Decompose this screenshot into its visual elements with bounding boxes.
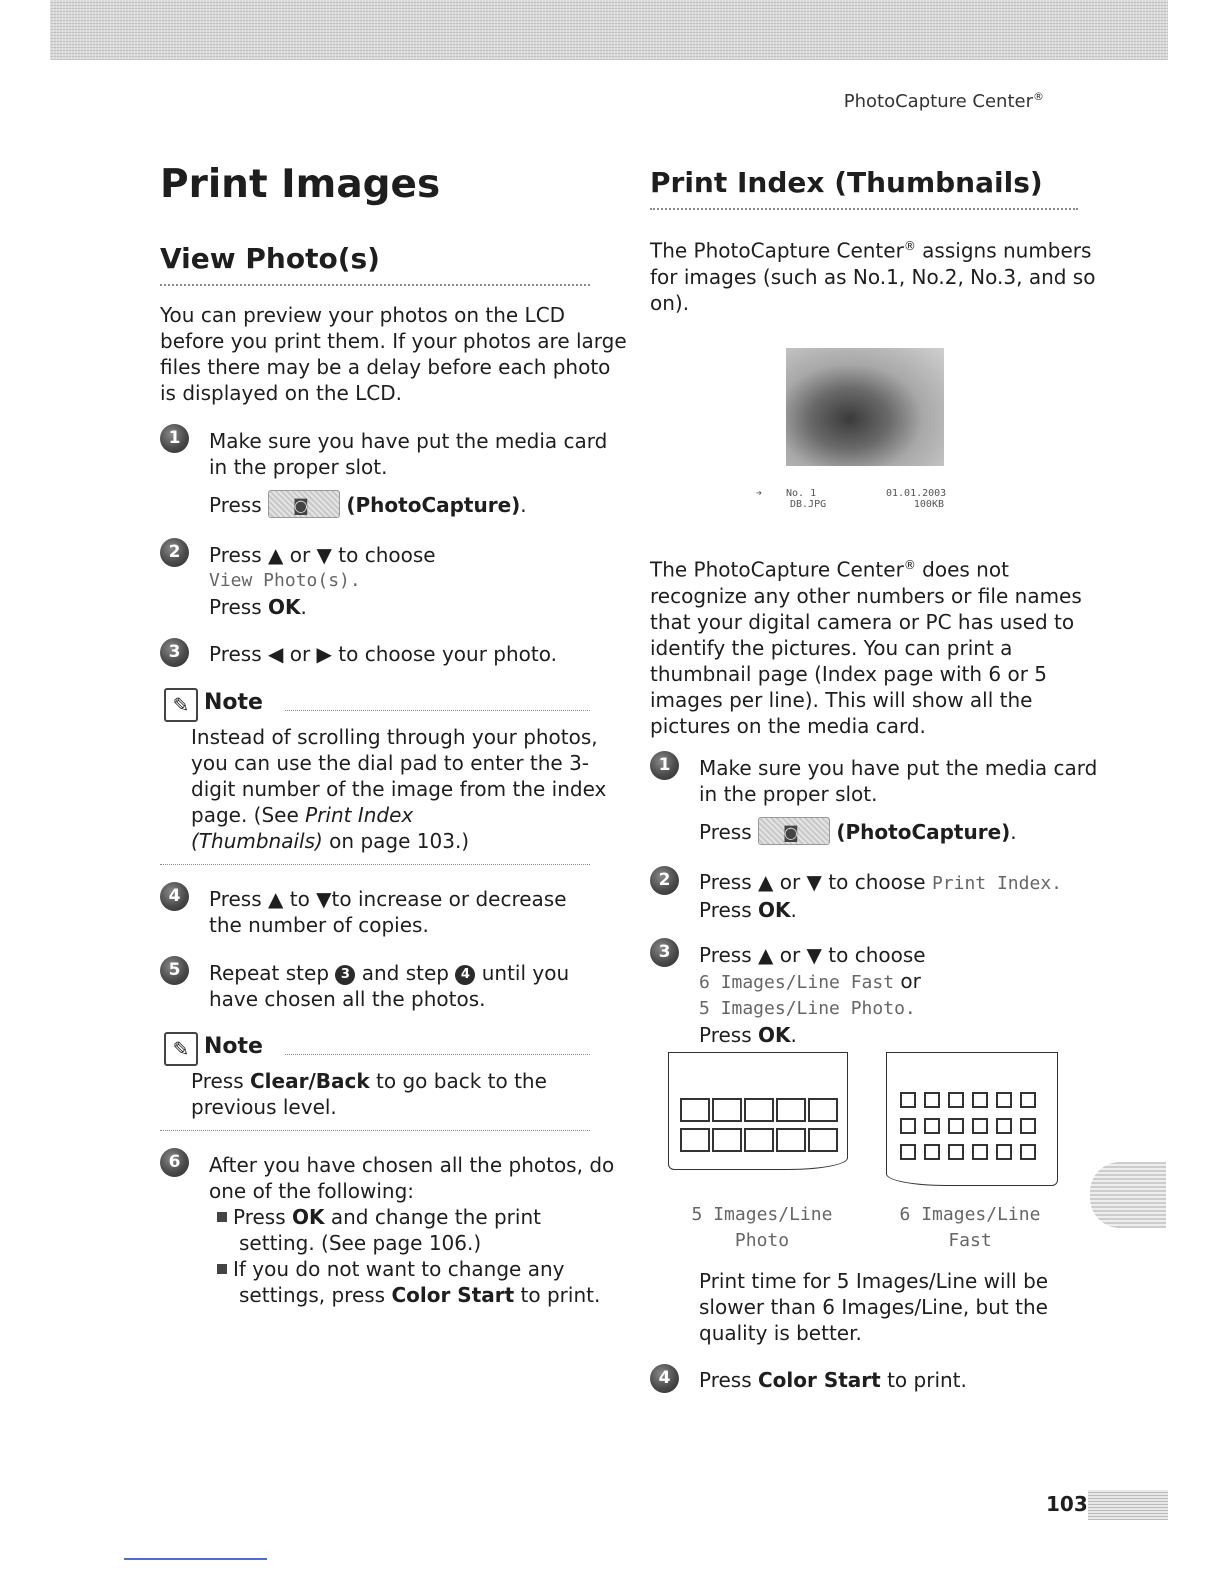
divider	[160, 864, 590, 865]
chapter-tab-marker	[1090, 1162, 1166, 1228]
divider	[160, 1130, 590, 1131]
section-title-view-photos: View Photo(s)	[160, 242, 380, 275]
pencil-icon: ✎	[164, 1032, 198, 1066]
step-badge: 4	[160, 882, 189, 911]
bullet-icon	[217, 1212, 227, 1222]
step-2-text: Press ▲ or ▼ to choose View Photo(s). Press OK.	[209, 543, 436, 619]
right-paragraph: The PhotoCapture Center® does not recognize any other numbers or file names that your digital camera or PC has used to identify the pictures. You can print a thumbnail page (Index page with 6 or 5 images per line). This will show all the pictures on the media card.	[650, 557, 1082, 738]
pencil-icon: ✎	[164, 688, 198, 722]
page-number: 103	[1046, 1492, 1088, 1516]
step-1-press: Press ◙ (PhotoCapture).	[209, 490, 527, 518]
step-3-text: Press ◀ or ▶ to choose your photo.	[209, 642, 557, 666]
photo-caption-left: ➔ No. 1 DB.JPG	[756, 488, 827, 510]
section-title-print-index: Print Index (Thumbnails)	[650, 166, 1043, 199]
divider	[160, 284, 590, 286]
running-header: PhotoCapture Center®	[843, 90, 1044, 112]
step-1-text: Make sure you have put the media card in the proper slot.	[209, 429, 608, 479]
step-badge: 6	[160, 1148, 189, 1177]
step-5-text: Repeat step 3 and step 4 until you have chosen all the photos.	[209, 961, 570, 1011]
note-1-text: Instead of scrolling through your photos, you can use the dial pad to enter the 3- digit number of the image from the index page. (See Print Index (Thumbnails) on page 103.)	[191, 725, 607, 853]
step-badge: 2	[160, 538, 189, 567]
divider	[650, 208, 1078, 210]
right-step-1-text: Make sure you have put the media card in the proper slot.	[699, 756, 1098, 806]
step-badge: 1	[160, 424, 189, 453]
print-time-note: Print time for 5 Images/Line will be slower than 6 Images/Line, but the quality is better.	[699, 1269, 1049, 1345]
right-step-2-text: Press ▲ or ▼ to choose Print Index. Press OK.	[699, 870, 1062, 922]
step-badge: 4	[650, 1364, 679, 1393]
step-badge: 3	[160, 638, 189, 667]
right-step-4-text: Press Color Start to print.	[699, 1368, 967, 1392]
step-badge: 1	[650, 751, 679, 780]
diagram-label-6: 6 Images/Line Fast	[899, 1204, 1041, 1251]
step-badge: 5	[160, 956, 189, 985]
bullet-icon	[217, 1264, 227, 1274]
sample-photo	[786, 348, 944, 466]
right-step-1-press: Press ◙ (PhotoCapture).	[699, 817, 1017, 845]
step-badge: 2	[650, 866, 679, 895]
note-title: Note	[204, 1034, 263, 1059]
step-badge: 3	[650, 938, 679, 967]
photocapture-button-icon: ◙	[758, 817, 830, 845]
intro-paragraph: You can preview your photos on the LCD before you print them. If your photos are large files there may be a delay before each photo is displayed on the LCD.	[160, 303, 627, 405]
step-6-text: After you have chosen all the photos, do one of the following: Press OK and change the print setting. (See page 106.) If you do not want to change any settings, press Color Start to print.	[209, 1153, 615, 1307]
step-4-text: Press ▲ to ▼to increase or decrease the number of copies.	[209, 887, 567, 937]
note-2-text: Press Clear/Back to go back to the previous level.	[191, 1069, 547, 1119]
divider	[285, 710, 590, 711]
footer-rule	[124, 1558, 267, 1560]
diagram-label-5: 5 Images/Line Photo	[691, 1204, 833, 1251]
right-step-3-text: Press ▲ or ▼ to choose 6 Images/Line Fast or 5 Images/Line Photo. Press OK.	[699, 943, 926, 1047]
right-intro: The PhotoCapture Center® assigns numbers for images (such as No.1, No.2, No.3, and so on).	[650, 238, 1096, 315]
page-title: Print Images	[160, 162, 441, 207]
page-number-bar	[1088, 1490, 1168, 1520]
header-band	[50, 0, 1168, 60]
divider	[285, 1054, 590, 1055]
note-title: Note	[204, 690, 263, 715]
photo-caption-right: 01.01.2003 100KB	[886, 488, 947, 510]
photocapture-button-icon: ◙	[268, 490, 340, 518]
